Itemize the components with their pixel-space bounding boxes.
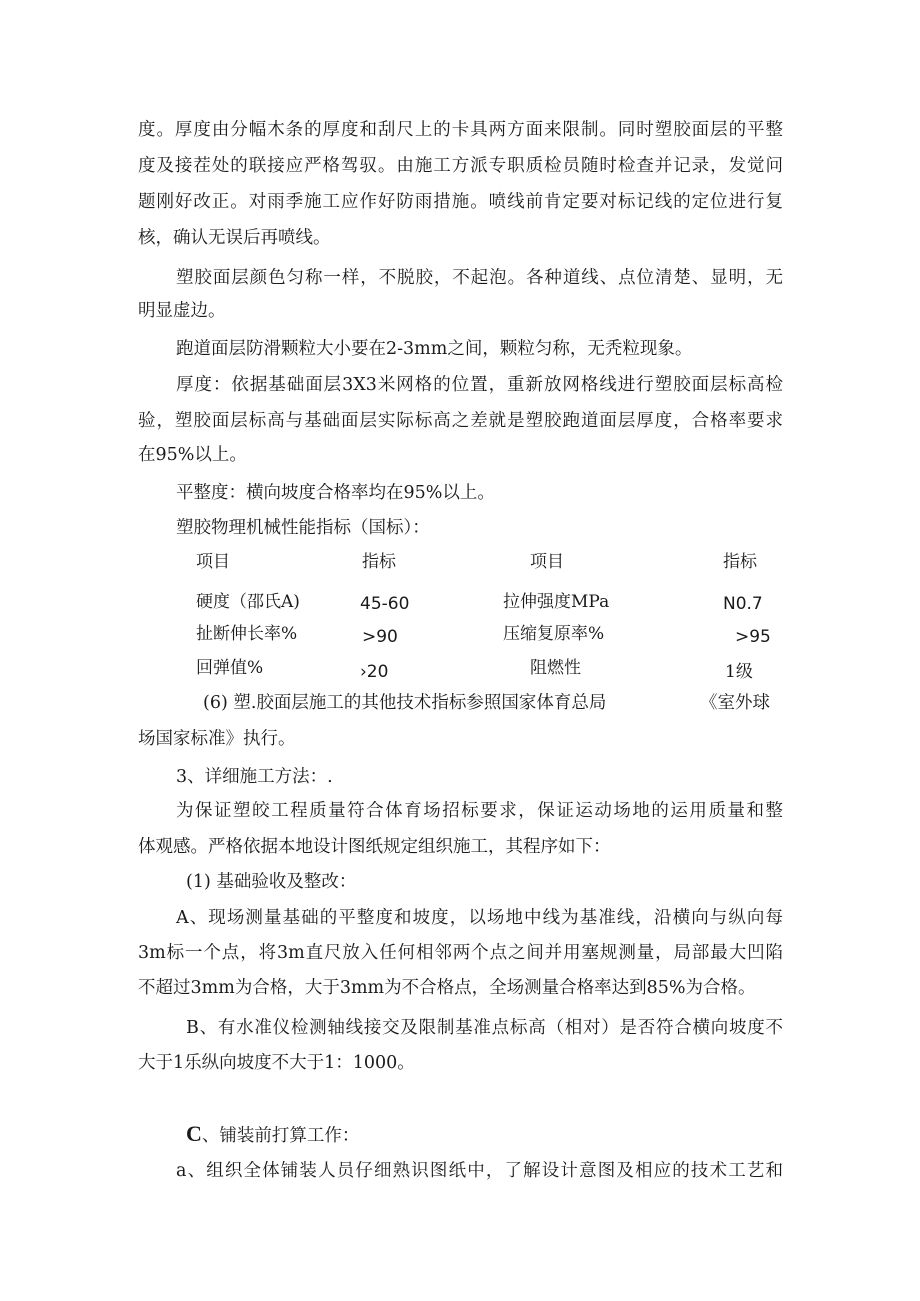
paragraph-line: 场国家标准》执行。: [138, 729, 296, 749]
paragraph-line: 度及接茬处的联接应严格驾驭。由施工方派专职质检员随时检查并记录，发觉问: [138, 156, 783, 176]
paragraph-line: B、有水准仪检测轴线接交及限制基准点标高（相对）是否符合横向坡度不: [186, 1018, 783, 1038]
paragraph-line: 跑道面层防滑颗粒大小要在2-3mm之间，颗粒匀称，无秃粒现象。: [176, 339, 693, 359]
paragraph-line: 在95%以上。: [138, 445, 247, 465]
table-header: 指标: [723, 552, 757, 572]
paragraph-line: 塑胶面层颜色匀称一样，不脱胶，不起泡。各种道线、点位清楚、显明，无: [176, 268, 783, 288]
paragraph-line: 平整度：横向坡度合格率均在95%以上。: [176, 483, 495, 503]
table-cell: >95: [735, 627, 771, 647]
table-cell: 45-60: [360, 594, 410, 614]
paragraph-line: 验，塑胶面层标高与基础面层实际标高之差就是塑胶跑道面层厚度，合格率要求: [138, 411, 783, 431]
table-cell: 硬度（邵氏A): [196, 592, 300, 612]
table-cell: ›20: [360, 662, 389, 682]
paragraph-line: 厚度：依据基础面层3X3米网格的位置，重新放网格线进行塑胶面层标高检: [176, 375, 783, 395]
table-cell: N0.7: [723, 594, 763, 614]
paragraph-line: a、组织全体铺装人员仔细熟识图纸中，了解设计意图及相应的技术工艺和: [176, 1161, 783, 1181]
section-heading: 3、详细施工方法：.: [176, 767, 333, 787]
paragraph-line: A、现场测量基础的平整度和坡度，以场地中线为基准线，沿横向与纵向每: [176, 908, 783, 928]
table-cell: 拉伸强度MPa: [503, 592, 610, 612]
table-cell: 阻燃性: [530, 658, 581, 678]
heading-text: 、铺装前打算工作：: [201, 1126, 360, 1146]
section-heading: 塑胶物理机械性能指标（国标）：: [176, 518, 430, 538]
section-heading: [186, 1122, 359, 1148]
table-header: 项目: [196, 552, 230, 572]
paragraph-line: 不超过3mm为合格，大于3mm为不合格点，全场测量合格率达到85%为合格。: [138, 978, 756, 998]
table-cell: 压缩复原率%: [503, 624, 605, 644]
table-cell: 扯断伸长率%: [196, 624, 298, 644]
paragraph-line: 为保证塑皎工程质量符合体育场招标要求，保证运动场地的运用质量和整: [176, 801, 783, 821]
paragraph-line: 体观感。严格依据本地设计图纸规定组织施工，其程序如下：: [138, 837, 611, 857]
heading-letter: C: [186, 1121, 202, 1146]
paragraph-line: 大于1乐纵向坡度不大于1：1000。: [138, 1053, 415, 1073]
paragraph-line: 度。厚度由分幅木条的厚度和刮尺上的卡具两方面来限制。同时塑胶面层的平整: [138, 120, 783, 140]
table-cell: 回弹值%: [196, 658, 264, 678]
section-heading: (1) 基础验收及整改：: [186, 872, 357, 892]
table-header: 指标: [362, 552, 396, 572]
paragraph-line: 明显虚边。: [138, 301, 226, 321]
paragraph-line: 3m标一个点，将3m直尺放入任何相邻两个点之间并用塞规测量，局部最大凹陷: [138, 943, 783, 963]
paragraph-line: 《室外球: [700, 693, 770, 713]
table-header: 项目: [530, 552, 564, 572]
paragraph-line: (6) 塑.胶面层施工的其他技术指标参照国家体育总局: [203, 693, 607, 713]
paragraph-line: 题刚好改正。对雨季施工应作好防雨措施。喷线前肯定要对标记线的定位进行复: [138, 192, 783, 212]
table-cell: 1级: [725, 662, 753, 682]
table-cell: >90: [362, 627, 398, 647]
paragraph-line: 核，确认无误后再喷线。: [138, 228, 331, 248]
